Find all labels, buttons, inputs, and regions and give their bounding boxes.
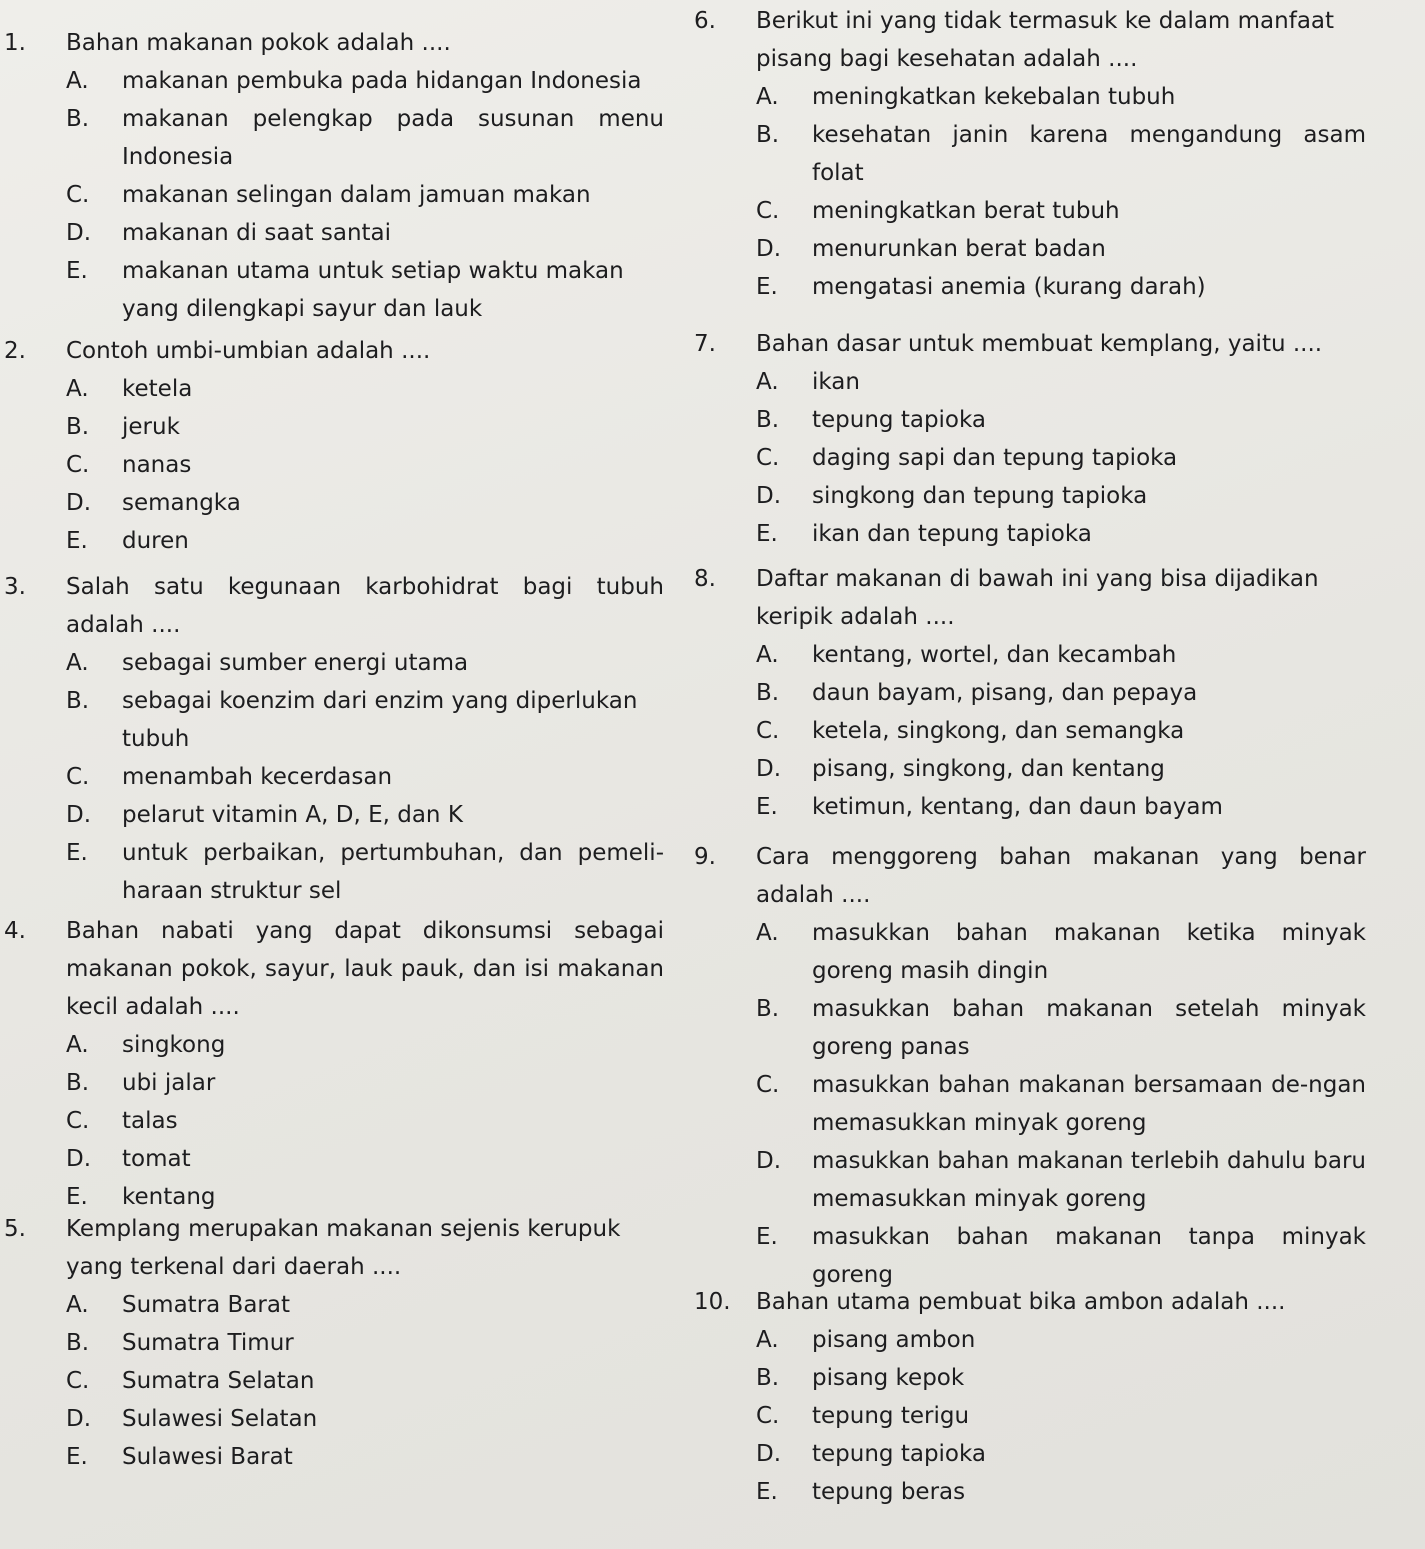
question-text: Contoh umbi-umbian adalah .... [66, 338, 431, 364]
option-e[interactable]: E. makanan utama untuk setiap waktu makan yang dilengkapi sayur dan lauk [66, 258, 624, 322]
option-a[interactable]: A. ikan [756, 369, 860, 395]
question-9 [694, 838, 1366, 1294]
question-text: Bahan dasar untuk membuat kemplang, yaitu .... [756, 331, 1323, 357]
option-b[interactable]: B. daun bayam, pisang, dan pepaya [756, 680, 1198, 706]
option-d[interactable]: D. makanan di saat santai [66, 220, 392, 246]
option-a[interactable]: A. sebagai sumber energi utama [66, 650, 469, 676]
question-1 [4, 24, 664, 328]
option-b[interactable]: B. sebagai koenzim dari enzim yang diperlukan tubuh [66, 688, 638, 752]
option-c[interactable]: C. talas [66, 1108, 178, 1134]
option-b[interactable]: B. pisang kepok [756, 1365, 965, 1391]
option-d[interactable]: D. pisang, singkong, dan kentang [756, 756, 1165, 782]
question-text: Kemplang merupakan makanan sejenis kerupuk yang terkenal dari daerah .... [66, 1216, 621, 1280]
option-c[interactable]: C. meningkatkan berat tubuh [756, 198, 1120, 224]
question-number: 10. [694, 1289, 731, 1315]
option-a[interactable]: A. ketela [66, 376, 193, 402]
question-number: 4. [4, 918, 26, 944]
option-e[interactable]: E. untuk perbaikan, pertumbuhan, dan pemeli-haraan struktur sel [66, 840, 664, 904]
option-b[interactable]: B. masukkan bahan makanan setelah minyak goreng panas [756, 996, 1366, 1060]
question-text: Bahan makanan pokok adalah .... [66, 30, 451, 56]
question-text: Daftar makanan di bawah ini yang bisa dijadikan keripik adalah .... [756, 566, 1319, 630]
question-3 [4, 568, 664, 910]
option-c[interactable]: C. Sumatra Selatan [66, 1368, 315, 1394]
option-d[interactable]: D. pelarut vitamin A, D, E, dan K [66, 802, 463, 828]
option-e[interactable]: E. ketimun, kentang, dan daun bayam [756, 794, 1223, 820]
option-a[interactable]: A. masukkan bahan makanan ketika minyak goreng masih dingin [756, 920, 1366, 984]
question-number: 8. [694, 566, 716, 592]
option-a[interactable]: A. makanan pembuka pada hidangan Indonesia [66, 68, 642, 94]
option-e[interactable]: E. kentang [66, 1184, 216, 1210]
option-a[interactable]: A. Sumatra Barat [66, 1292, 290, 1318]
option-c[interactable]: C. ketela, singkong, dan semangka [756, 718, 1185, 744]
question-number: 3. [4, 574, 26, 600]
option-c[interactable]: C. masukkan bahan makanan bersamaan de-ngan memasukkan minyak goreng [756, 1072, 1366, 1136]
question-7 [694, 325, 1366, 553]
question-text: Bahan utama pembuat bika ambon adalah .... [756, 1289, 1286, 1315]
option-b[interactable]: B. tepung tapioka [756, 407, 987, 433]
option-e[interactable]: E. Sulawesi Barat [66, 1444, 293, 1470]
option-d[interactable]: D. menurunkan berat badan [756, 236, 1106, 262]
option-d[interactable]: D. semangka [66, 490, 241, 516]
option-d[interactable]: D. masukkan bahan makanan terlebih dahulu baru memasukkan minyak goreng [756, 1148, 1366, 1212]
question-4 [4, 912, 664, 1216]
question-5 [4, 1210, 664, 1476]
option-b[interactable]: B. kesehatan janin karena mengandung asam folat [756, 122, 1366, 186]
option-e[interactable]: E. ikan dan tepung tapioka [756, 521, 1092, 547]
option-d[interactable]: D. singkong dan tepung tapioka [756, 483, 1148, 509]
question-number: 2. [4, 338, 26, 364]
option-c[interactable]: C. daging sapi dan tepung tapioka [756, 445, 1178, 471]
option-b[interactable]: B. jeruk [66, 414, 180, 440]
option-c[interactable]: C. menambah kecerdasan [66, 764, 393, 790]
option-b[interactable]: B. Sumatra Timur [66, 1330, 294, 1356]
question-2 [4, 332, 664, 560]
question-number: 9. [694, 844, 716, 870]
question-text: Cara menggoreng bahan makanan yang benar adalah .... [756, 844, 1366, 908]
option-d[interactable]: D. tomat [66, 1146, 191, 1172]
option-a[interactable]: A. kentang, wortel, dan kecambah [756, 642, 1177, 668]
question-8 [694, 560, 1366, 826]
option-b[interactable]: B. ubi jalar [66, 1070, 216, 1096]
option-a[interactable]: A. pisang ambon [756, 1327, 976, 1353]
option-d[interactable]: D. tepung tapioka [756, 1441, 987, 1467]
question-text: Berikut ini yang tidak termasuk ke dalam manfaat pisang bagi kesehatan adalah .... [756, 8, 1335, 72]
option-d[interactable]: D. Sulawesi Selatan [66, 1406, 318, 1432]
question-10 [694, 1283, 1366, 1511]
question-number: 1. [4, 30, 26, 56]
question-text: Bahan nabati yang dapat dikonsumsi sebagai makanan pokok, sayur, lauk pauk, dan isi makanan kecil adalah .... [66, 918, 664, 1020]
question-6 [694, 2, 1366, 306]
question-number: 6. [694, 8, 716, 34]
option-e[interactable]: E. tepung beras [756, 1479, 966, 1505]
option-c[interactable]: C. nanas [66, 452, 192, 478]
option-c[interactable]: C. tepung terigu [756, 1403, 970, 1429]
question-number: 7. [694, 331, 716, 357]
option-a[interactable]: A. meningkatkan kekebalan tubuh [756, 84, 1176, 110]
question-text: Salah satu kegunaan karbohidrat bagi tubuh adalah .... [66, 574, 664, 638]
question-number: 5. [4, 1216, 26, 1242]
option-e[interactable]: E. duren [66, 528, 189, 554]
option-c[interactable]: C. makanan selingan dalam jamuan makan [66, 182, 591, 208]
option-b[interactable]: B. makanan pelengkap pada susunan menu Indonesia [66, 106, 664, 170]
option-e[interactable]: E. masukkan bahan makanan tanpa minyak goreng [756, 1224, 1366, 1288]
option-e[interactable]: E. mengatasi anemia (kurang darah) [756, 274, 1206, 300]
option-a[interactable]: A. singkong [66, 1032, 226, 1058]
